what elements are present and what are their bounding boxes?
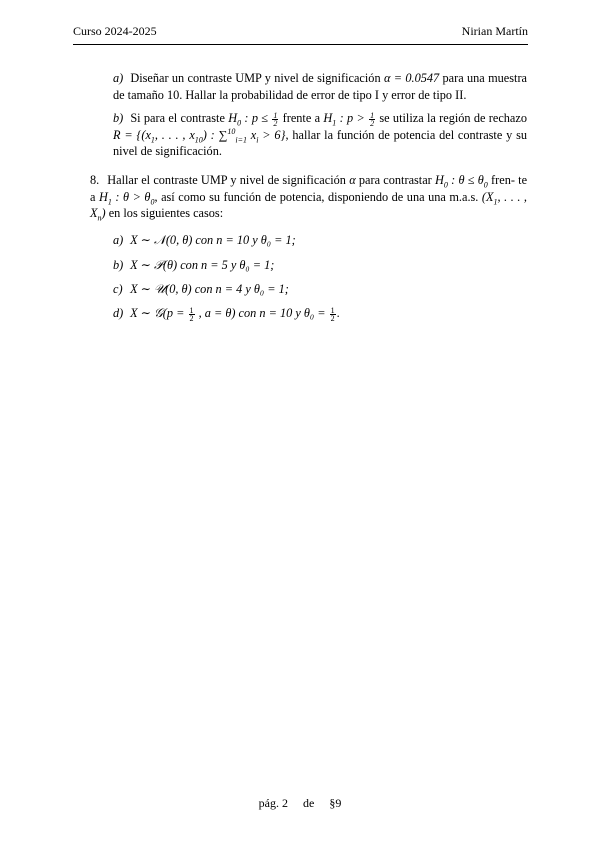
- item-label: a): [113, 71, 124, 85]
- text: frente a: [282, 111, 321, 125]
- page-total: §9: [329, 796, 342, 810]
- case-text: X ∼ 𝒩(0, θ) con n = 10 y θ₀ = 1;: [130, 233, 296, 247]
- math-region: $R = \{(x_1$, . . . , $x_{10}$) : ∑$^{10}_{i=1}$ $x_i > 6$}: [113, 126, 286, 145]
- exercise-number: 8.: [90, 173, 100, 187]
- item-label: c): [113, 282, 123, 296]
- exercise-7b: [113, 110, 527, 160]
- text: Si para el contraste: [130, 111, 225, 125]
- math-h0: $H_0$ : $\theta \le \theta_0$: [435, 173, 488, 190]
- math-h0: $H_0$ : p ≤ $\frac{1}{2}$: [228, 110, 278, 128]
- text: Hallar el contraste UMP y nivel de significación: [107, 173, 346, 187]
- item-label: b): [113, 258, 124, 272]
- case-d: [113, 305, 340, 322]
- text: , así como su función de potencia, disponiendo de una una m.a.s.: [154, 189, 479, 204]
- item-label: d): [113, 306, 124, 320]
- fraction-half: $\frac{1}{2}$: [189, 305, 194, 323]
- text: para contrastar: [358, 173, 432, 187]
- math-sample: ($X_1$, . . . , $X_n$): [90, 189, 528, 223]
- page-footer: [0, 796, 600, 811]
- fraction-half: $\frac{1}{2}$: [330, 305, 335, 323]
- case-text: X ∼ 𝒫(θ) con n = 5 y θ₀ = 1;: [130, 258, 275, 272]
- exercise-7a: [113, 70, 527, 103]
- text: fren- te a: [90, 173, 528, 204]
- text: en los siguientes casos:: [108, 206, 224, 220]
- case-a: [113, 232, 296, 249]
- math-alpha: α = 0.0547: [383, 71, 440, 85]
- item-label: a): [113, 233, 124, 247]
- case-b: [113, 257, 274, 274]
- case-text: .: [336, 306, 340, 320]
- case-c: [113, 281, 289, 298]
- text: para una muestra de tamaño 10. Hallar la probabilidad de error de tipo I y error de tipo II.: [113, 71, 527, 102]
- text: Diseñar un contraste UMP y nivel de significación: [130, 71, 381, 85]
- page-of: de: [303, 796, 315, 810]
- case-text: , a = θ) con n = 10 y θ₀ =: [198, 306, 326, 320]
- header-course: Curso 2024-2025: [73, 24, 157, 38]
- text: se utiliza la región de rechazo: [379, 111, 528, 125]
- header-author: Nirian Martín: [461, 24, 528, 38]
- page-number: pág. 2: [258, 796, 288, 810]
- text: , hallar la función de potencia del contraste y su nivel de significación.: [113, 127, 528, 159]
- math-h1: $H_1$ : p > $\frac{1}{2}$: [323, 110, 375, 128]
- exercise-8: [90, 172, 527, 222]
- math-h1: $H_1$ : $\theta > \theta_0$: [99, 189, 155, 206]
- math-alpha: α: [349, 173, 356, 187]
- item-label: b): [113, 111, 124, 125]
- case-text: X ∼ 𝒰(0, θ) con n = 4 y θ₀ = 1;: [130, 282, 289, 296]
- case-text: X ∼ 𝒢(p =: [130, 306, 185, 320]
- header-rule: [73, 44, 528, 45]
